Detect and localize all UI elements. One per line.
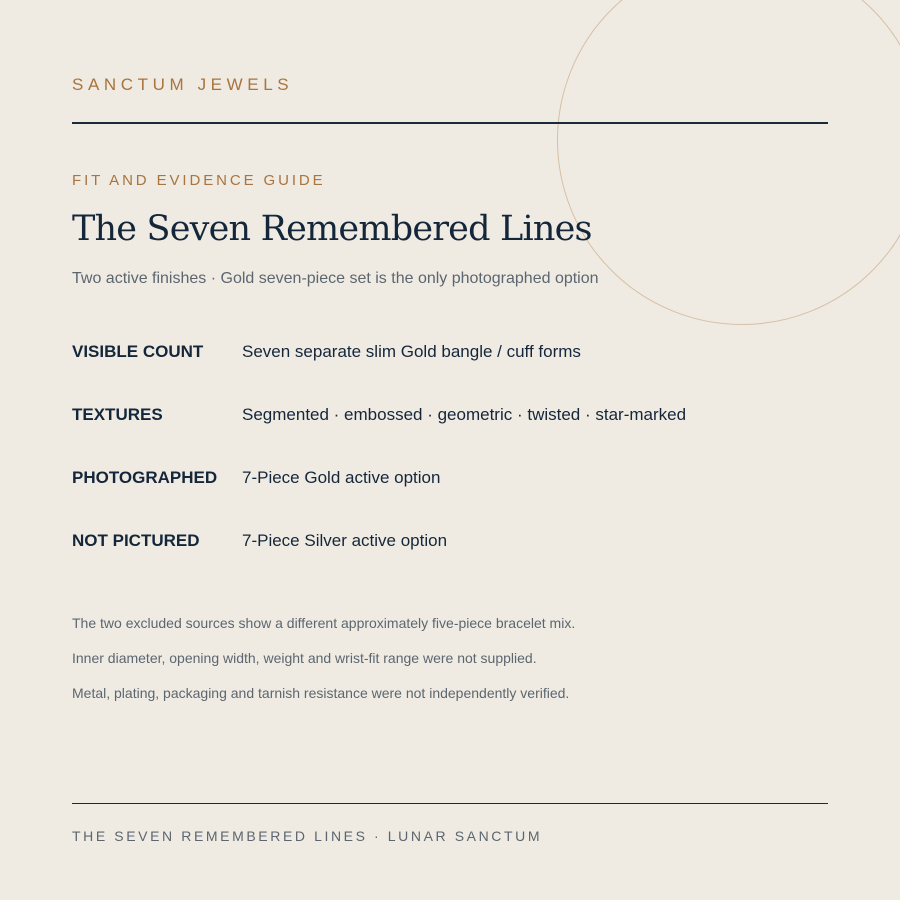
decorative-circle	[557, 0, 900, 325]
page-subtitle: Two active finishes · Gold seven-piece set is the only photographed option	[72, 270, 599, 287]
spec-label: VISIBLE COUNT	[72, 342, 204, 361]
spec-value: 7-Piece Gold active option	[242, 468, 441, 487]
header-divider	[72, 122, 828, 124]
footer-text: THE SEVEN REMEMBERED LINES · LUNAR SANCTUM	[72, 828, 543, 844]
spec-row-not-pictured	[72, 531, 828, 555]
note-dimensions: Inner diameter, opening width, weight and wrist-fit range were not supplied.	[72, 650, 537, 666]
spec-label: PHOTOGRAPHED	[72, 468, 218, 487]
spec-value: 7-Piece Silver active option	[242, 531, 448, 550]
guide-eyebrow: FIT AND EVIDENCE GUIDE	[72, 172, 326, 189]
spec-row-photographed	[72, 468, 828, 492]
spec-label: NOT PICTURED	[72, 531, 200, 550]
note-materials: Metal, plating, packaging and tarnish resistance were not independently verified.	[72, 685, 570, 701]
page-title: The Seven Remembered Lines	[72, 209, 592, 249]
spec-value: Seven separate slim Gold bangle / cuff forms	[242, 342, 581, 361]
footer-divider	[72, 803, 828, 804]
brand-wordmark: SANCTUM JEWELS	[72, 75, 294, 94]
spec-row-textures	[72, 405, 828, 429]
spec-row-visible-count	[72, 342, 828, 366]
spec-label: TEXTURES	[72, 405, 163, 424]
note-excluded-sources: The two excluded sources show a different approximately five-piece bracelet mix.	[72, 615, 576, 631]
spec-value: Segmented · embossed · geometric · twisted · star-marked	[242, 405, 687, 424]
